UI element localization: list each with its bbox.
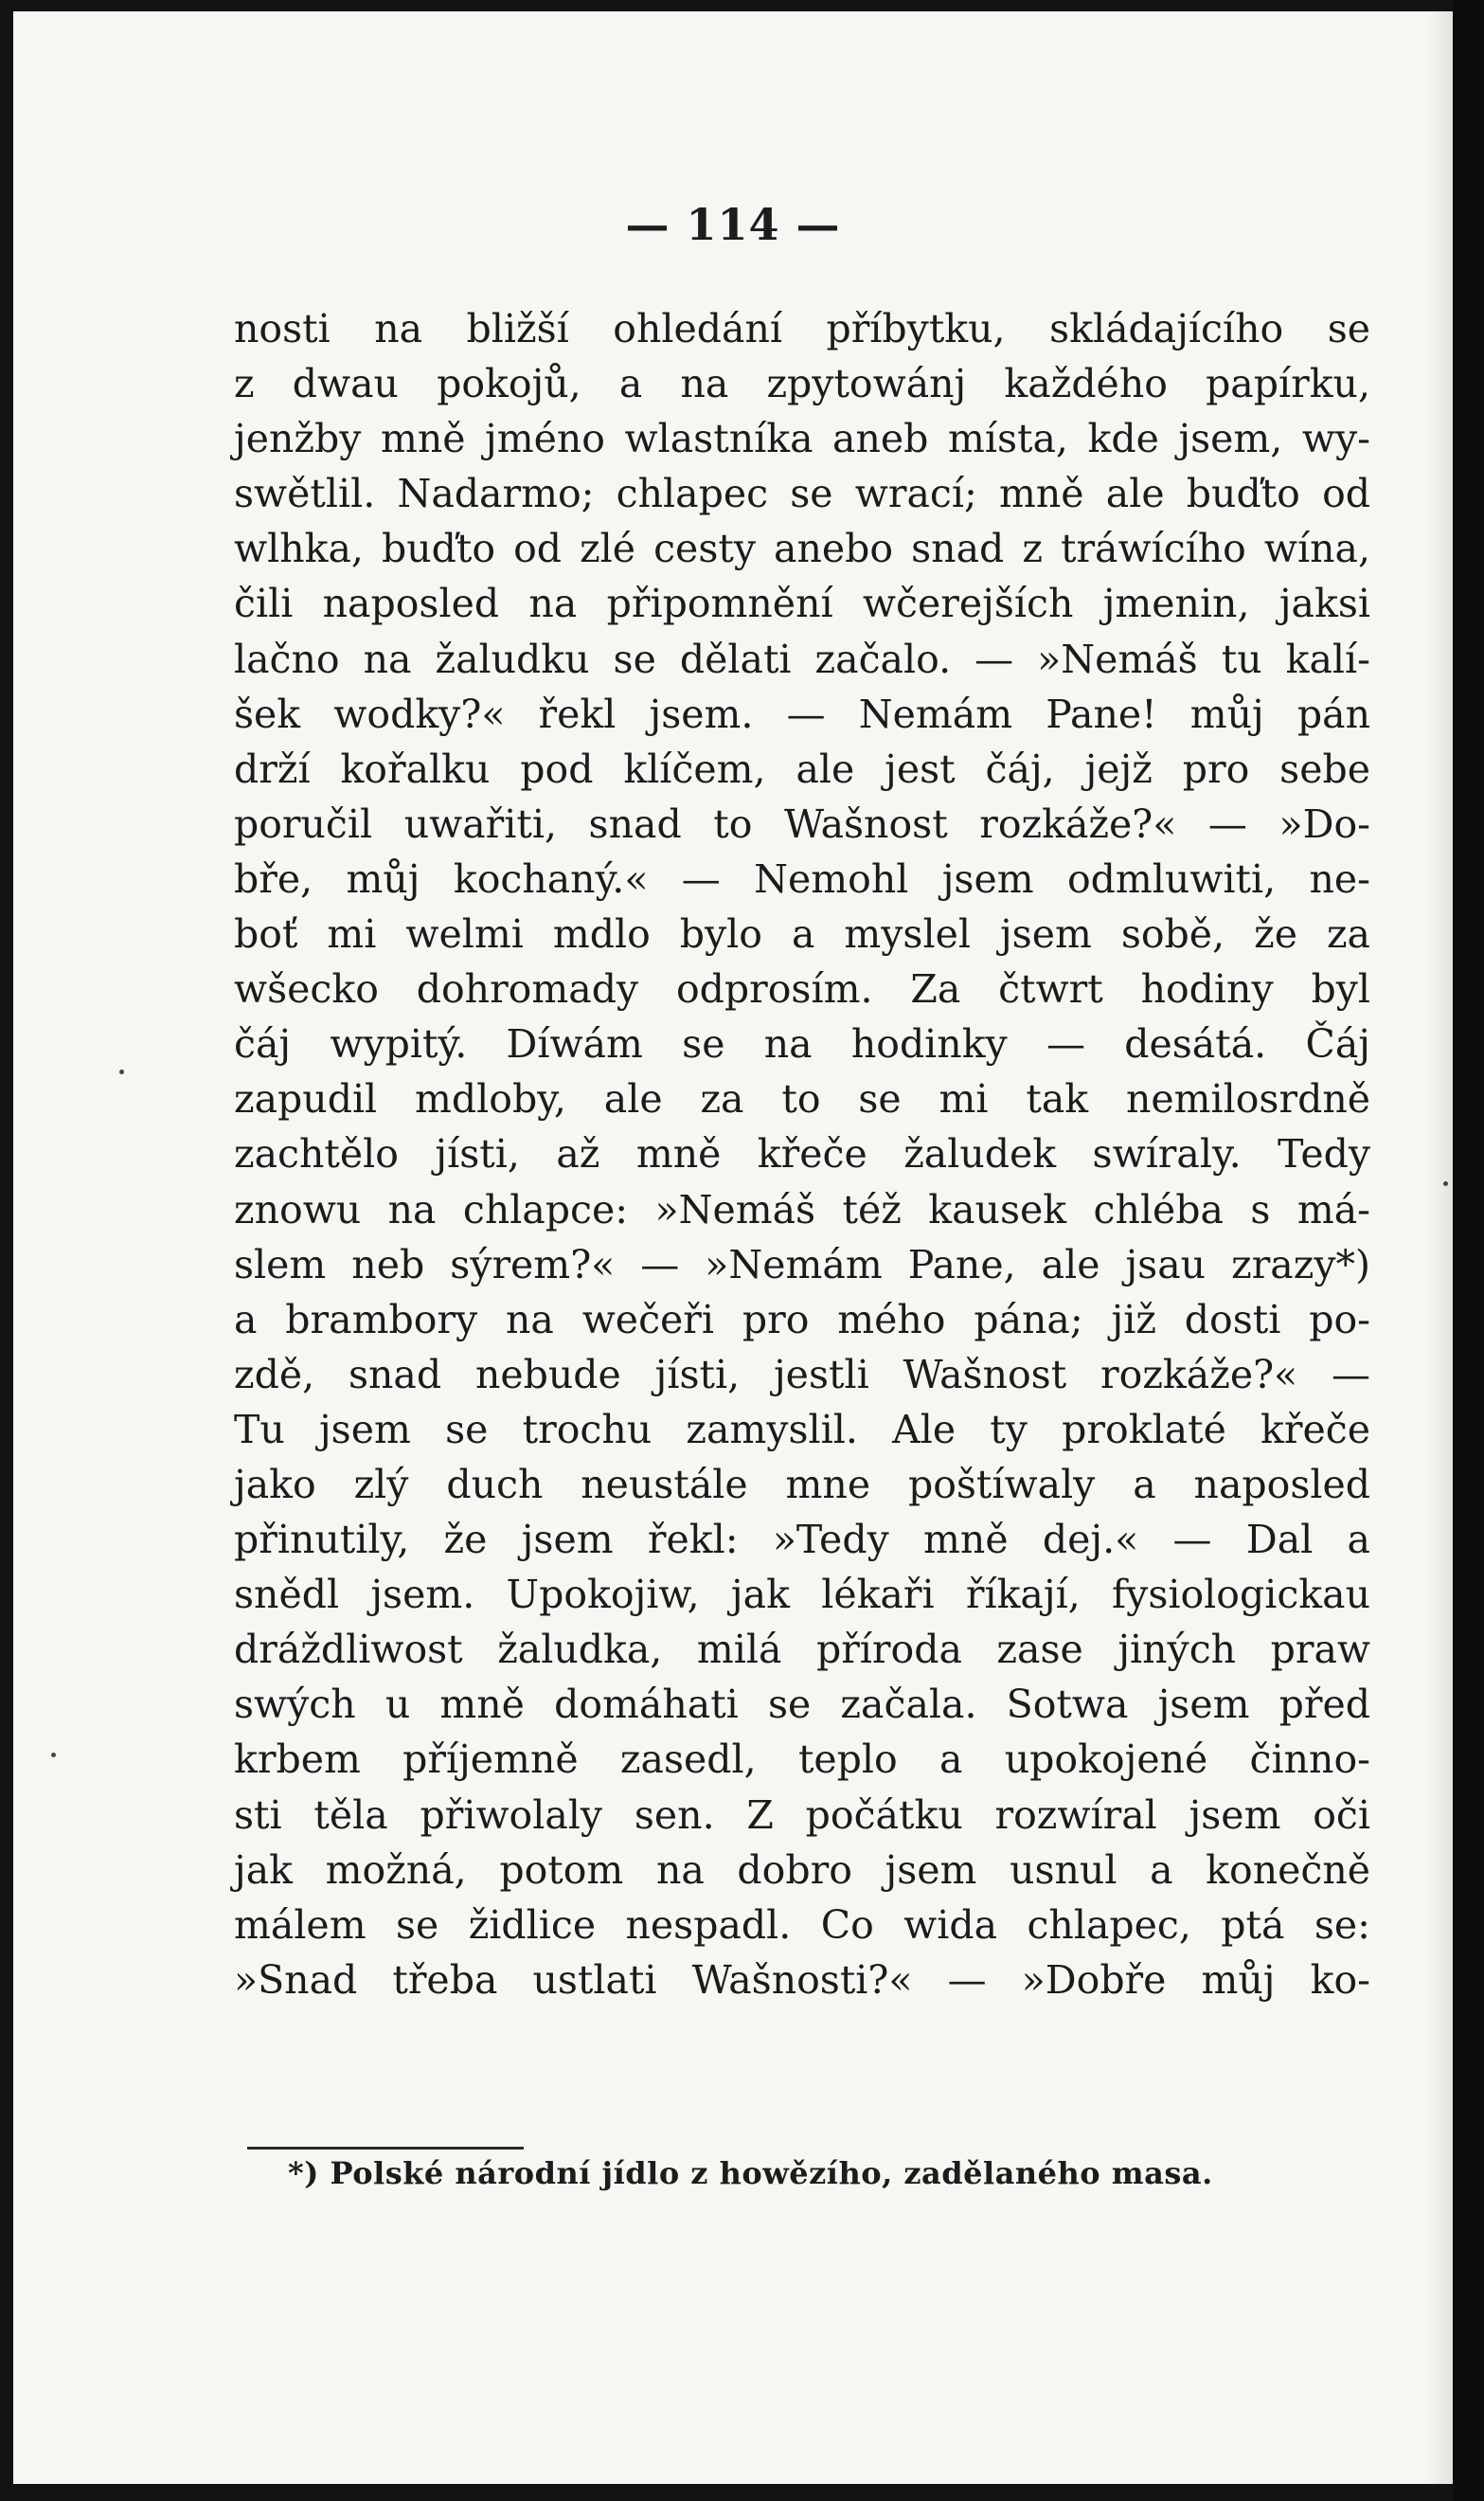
scan-right-border [1453,0,1484,2501]
margin-speck [51,1753,56,1757]
text-line: boť mi welmi mdlo bylo a myslel jsem sobě, že za [234,911,1370,958]
text-line: jak možná, potom na dobro jsem usnul a konečně [234,1846,1370,1893]
text-line: Tu jsem se trochu zamyslil. Ale ty proklaté křeče [234,1406,1370,1452]
text-line: lačno na žaludku se dělati začalo. — »Nemáš tu kalí- [234,636,1370,682]
text-line: wšecko dohromady odprosím. Za čtwrt hodiny byl [234,966,1370,1013]
text-line: slem neb sýrem?« — »Nemám Pane, ale jsau zrazy*) [234,1241,1370,1287]
text-line: poručil uwařiti, snad to Wašnost rozkáže?« — »Do- [234,801,1370,847]
text-line: z dwau pokojů, a na zpytowánj každého papírku, [234,361,1370,407]
text-line: bře, můj kochaný.« — Nemohl jsem odmluwiti, ne- [234,855,1370,902]
text-line: čáj wypitý. Díwám se na hodinky — desátá. Čáj [234,1021,1370,1068]
text-line: snědl jsem. Upokojiw, jak lékaři říkají, fysiologickau [234,1572,1370,1618]
text-line: drží kořalku pod klíčem, ale jest čáj, jejž pro sebe [234,746,1370,792]
text-line: »Snad třeba ustlati Wašnosti?« — »Dobře můj ko- [234,1956,1370,2003]
text-line: zachtělo jísti, až mně křeče žaludek swíraly. Tedy [234,1131,1370,1178]
text-line: zapudil mdloby, ale za to se mi tak nemilosrdně [234,1076,1370,1123]
text-line: přinutily, že jsem řekl: »Tedy mně dej.« — Dal a [234,1517,1370,1563]
margin-speck [1443,1181,1448,1186]
book-page [13,11,1453,2484]
text-line: wlhka, buďto od zlé cesty anebo snad z tráwícího wína, [234,526,1370,572]
margin-speck [119,1070,124,1074]
text-line: šek wodky?« řekl jsem. — Nemám Pane! můj pán [234,691,1370,737]
text-line: swých u mně domáhati se začala. Sotwa jsem před [234,1682,1370,1728]
text-line: nosti na bližší ohledání příbytku, skládajícího se [234,306,1370,351]
page-number: — 114 — [625,199,841,250]
text-line: dráždliwost žaludka, milá příroda zase jiných praw [234,1627,1370,1673]
body-text [234,301,1370,2007]
page-edge-shadow [1426,11,1453,2484]
text-line: krbem příjemně zasedl, teplo a upokojené činno- [234,1736,1370,1783]
text-line: jenžby mně jméno wlastníka aneb místa, kde jsem, wy- [234,416,1370,462]
footnote: *) Polské národní jídlo z howězího, zadělaného masa. [288,2155,1213,2191]
text-line: zdě, snad nebude jísti, jestli Wašnost rozkáže?« — [234,1351,1370,1397]
text-line: znowu na chlapce: »Nemáš též kausek chléba s má- [234,1186,1370,1233]
text-line: jako zlý duch neustále mne poštíwaly a naposled [234,1461,1370,1507]
text-line: sti těla přiwolaly sen. Z počátku rozwíral jsem oči [234,1791,1370,1838]
text-line: málem se židlice nespadl. Co wida chlapec, ptá se: [234,1901,1370,1948]
text-line: a brambory na wečeři pro mého pána; již dosti po- [234,1296,1370,1342]
text-line: čili naposled na připomnění wčerejších jmenin, jaksi [234,581,1370,627]
text-line: swětlil. Nadarmo; chlapec se wrací; mně ale buďto od [234,471,1370,517]
